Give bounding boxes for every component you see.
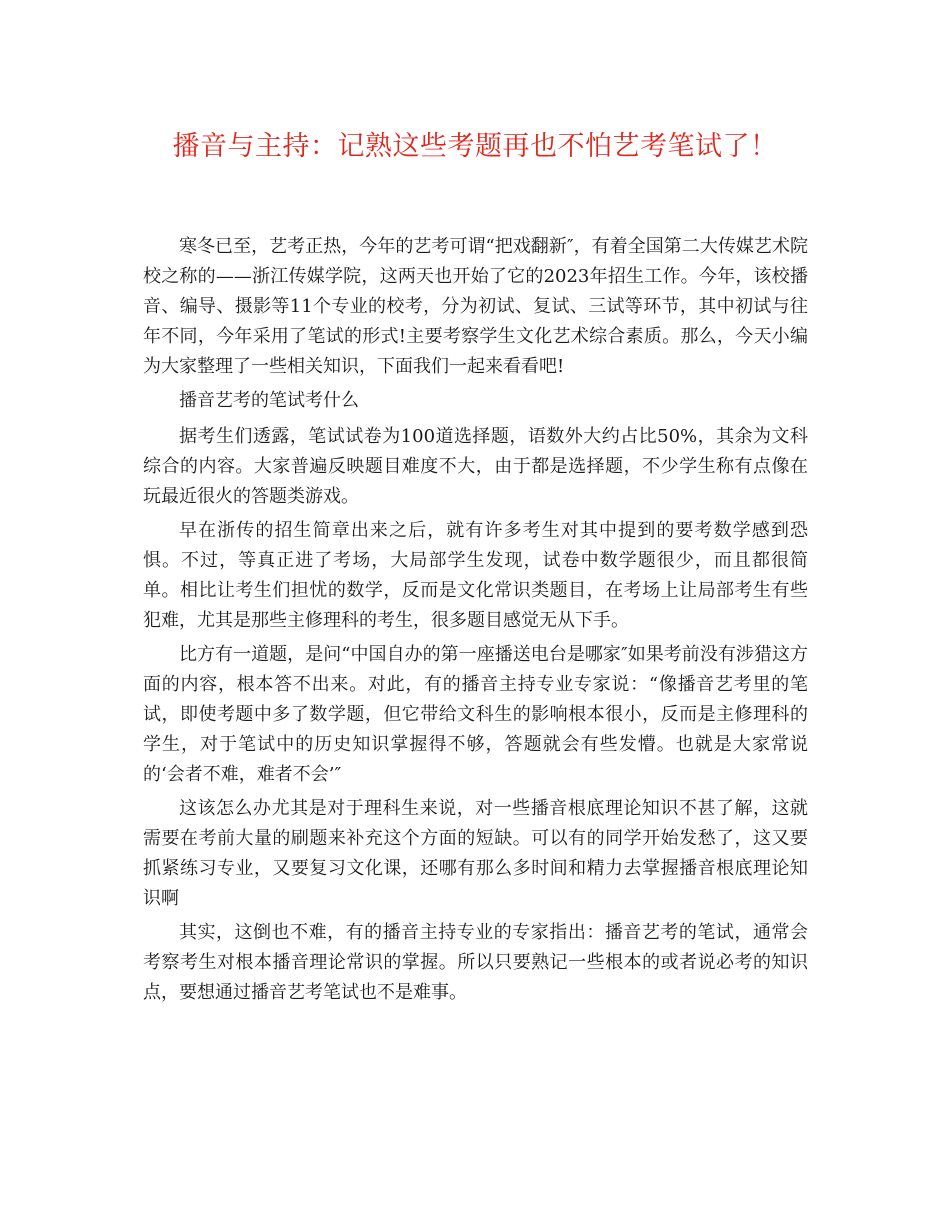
paragraph-science-students: 这该怎么办尤其是对于理科生来说，对一些播音根底理论知识不甚了解，这就需要在考前大量的刷题来补充这个方面的短缺。可以有的同学开始发愁了，这又要抓紧练习专业，又要复习文化课，还哪有那么多时间和精力去掌握播音根底理论知识啊 (143, 798, 808, 909)
section-heading: 播音艺考的笔试考什么 (179, 390, 359, 411)
document-title: 播音与主持：记熟这些考题再也不怕艺考笔试了！ (172, 131, 778, 162)
paragraph-example-question: 比方有一道题，是问“中国自办的第一座播送电台是哪家″如果考前没有涉猎这方面的内容，根本答不出来。对此，有的播音主持专业专家说：“像播音艺考里的笔试，即使考题中多了数学题，但它带给文科生的影响根本很小，反而是主修理科的学生，对于笔试中的历史知识掌握得不够，答题就会有些发懵。也就是大家常说的‘会者不难，难者不会’″ (143, 644, 808, 785)
paragraph-math-worry: 早在浙传的招生简章出来之后，就有许多考生对其中提到的要考数学感到恐惧。不过，等真正进了考场，大局部学生发现，试卷中数学题很少，而且都很简单。相比让考生们担忧的数学，反而是文化常识类题目，在考场上让局部考生有些犯难，尤其是那些主修理科的考生，很多题目感觉无从下手。 (143, 520, 808, 631)
paragraph-intro: 寒冬已至，艺考正热，今年的艺考可谓“把戏翻新″，有着全国第二大传媒艺术院校之称的——浙江传媒学院，这两天也开始了它的2023年招生工作。今年，该校播音、编导、摄影等11个专业的校考，分为初试、复试、三试等环节，其中初试与往年不同，今年采用了笔试的形式!主要考察学生文化艺术综合素质。那么，今天小编为大家整理了一些相关知识，下面我们一起来看看吧! (143, 236, 808, 377)
paragraph-expert-advice: 其实，这倒也不难，有的播音主持专业的专家指出：播音艺考的笔试，通常会考察考生对根本播音理论常识的掌握。所以只要熟记一些根本的或者说必考的知识点，要想通过播音艺考笔试也不是难事。 (143, 922, 808, 1003)
paragraph-exam-format: 据考生们透露，笔试试卷为100道选择题，语数外大约占比50%，其余为文科综合的内容。大家普遍反映题目难度不大，由于都是选择题，不少学生称有点像在玩最近很火的答题类游戏。 (143, 426, 808, 507)
document-body (143, 232, 808, 1012)
